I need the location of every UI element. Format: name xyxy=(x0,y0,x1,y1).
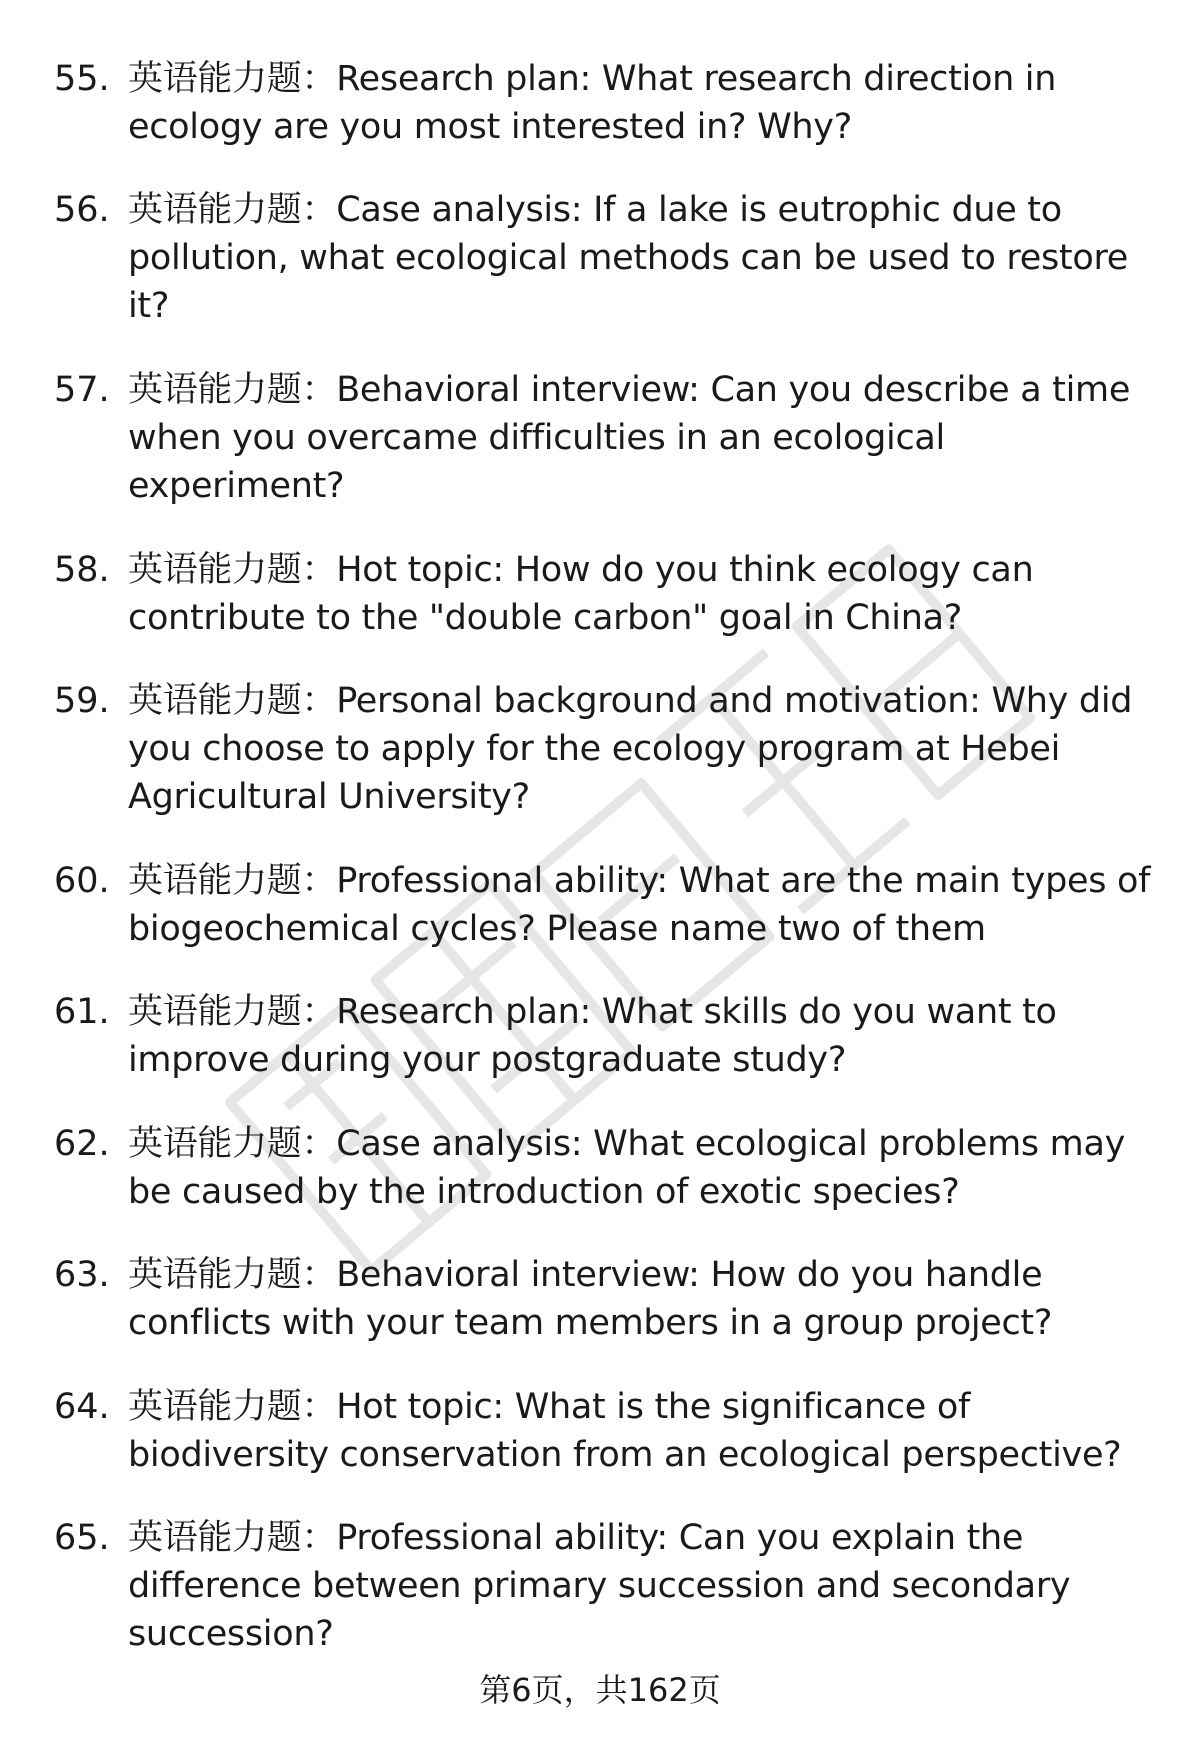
question-number: 64. xyxy=(54,1387,110,1427)
question-number: 59. xyxy=(54,681,110,721)
question-text: 英语能力题：Behavioral interview: Can you describe a time when you overcame difficulties in an ecological experiment? xyxy=(128,370,1131,506)
question-number: 56. xyxy=(54,190,110,230)
question-text: 英语能力题：Personal background and motivation: Why did you choose to apply for the ecology program at Hebei Agricultural University? xyxy=(128,681,1133,817)
question-number: 58. xyxy=(54,550,110,590)
question-text: 英语能力题：Hot topic: What is the significance of biodiversity conservation from an ecological perspective? xyxy=(128,1387,1122,1475)
question-text: 英语能力题：Hot topic: How do you think ecology can contribute to the "double carbon" goal in China? xyxy=(128,550,1034,638)
question-number: 55. xyxy=(54,59,110,99)
question-text: 英语能力题：Professional ability: What are the main types of biogeochemical cycles? Please name two of them xyxy=(128,861,1151,949)
question-number: 61. xyxy=(54,992,110,1032)
question-text: 英语能力题：Research plan: What skills do you want to improve during your postgraduate study? xyxy=(128,992,1057,1080)
question-text: 英语能力题：Professional ability: Can you explain the difference between primary succession and secondary succession? xyxy=(128,1518,1071,1654)
question-text: 英语能力题：Case analysis: What ecological problems may be caused by the introduction of exotic species? xyxy=(128,1124,1126,1212)
question-text: 英语能力题：Case analysis: If a lake is eutrophic due to pollution, what ecological methods can be used to restore it? xyxy=(128,190,1129,326)
question-number: 63. xyxy=(54,1255,110,1295)
question-number: 65. xyxy=(54,1518,110,1558)
question-number: 62. xyxy=(54,1124,110,1164)
question-number: 57. xyxy=(54,370,110,410)
question-text: 英语能力题：Research plan: What research direction in ecology are you most interested in? Why? xyxy=(128,59,1057,147)
question-text: 英语能力题：Behavioral interview: How do you handle conflicts with your team members in a group project? xyxy=(128,1255,1053,1343)
question-number: 60. xyxy=(54,861,110,901)
page-number-footer: 第6页，共162页 xyxy=(479,1671,721,1709)
